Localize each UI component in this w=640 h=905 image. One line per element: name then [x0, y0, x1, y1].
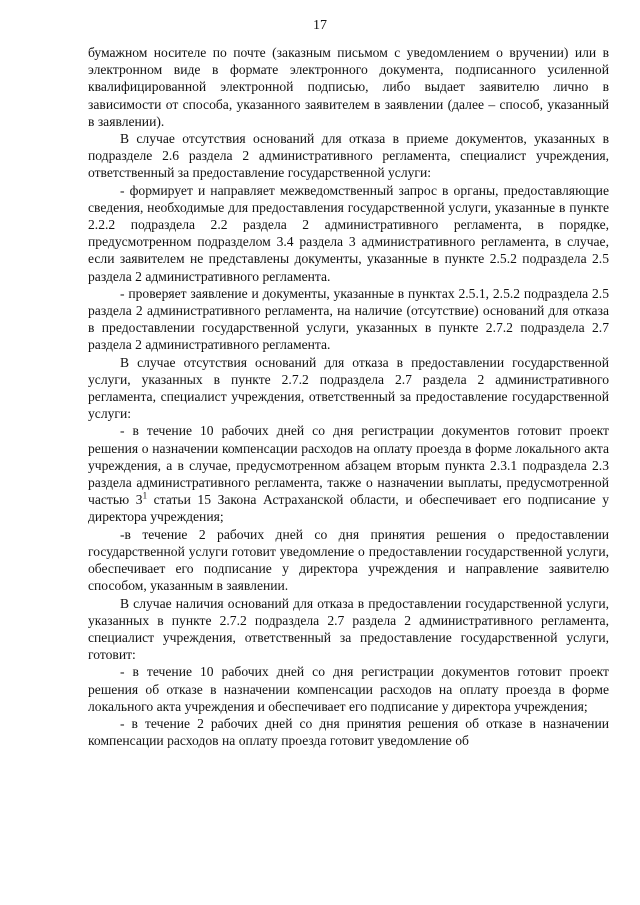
paragraph-9: - в течение 10 рабочих дней со дня регистрации документов готовит проект решения об отказе в назначении компенсации расходов на оплату проезда в форме локального акта учреждения и обеспечивает его подписание у директора учреждения;	[88, 664, 609, 714]
paragraph-5: В случае отсутствия оснований для отказа в предоставлении государственной услуги, указанных в пункте 2.7.2 подраздела 2.7 раздела 2 административного регламента, специалист учреждения, ответственный за предоставление государственной услуги:	[88, 354, 609, 422]
page-number: 17	[313, 18, 327, 33]
paragraph-3: - формирует и направляет межведомственный запрос в органы, предоставляющие сведения, необходимые для предоставления государственной услуги, указанные в пункте 2.2.2 подраздела 2.2 раздела 2 административного регламента, в порядке, предусмотренном подразделом 3.4 раздела 3 административного регламента, в случае, если заявителем не представлены документы, указанные в пункте 2.5.2 подраздела 2.5 раздела 2 административного регламента.	[88, 182, 609, 284]
paragraph-6-text-before: - в течение 10 рабочих дней со дня регистрации документов готовит проект решения о назначении компенсации расходов на оплату проезда в форме локального акта учреждения, а в случае, предусмотренном абзацем вторым пункта 2.3.1 подраздела 2.3 раздела административного регламента, также о назначении выплаты, предусмотренной частью 3	[88, 423, 609, 508]
paragraph-2: В случае отсутствия оснований для отказа в приеме документов, указанных в подразделе 2.6 раздела 2 административного регламента, специалист учреждения, ответственный за предоставление государственной услуги:	[88, 131, 609, 181]
paragraph-8: В случае наличия оснований для отказа в предоставлении государственной услуги, указанных в пункте 2.7.2 подраздела 2.7 раздела 2 административного регламента, специалист учреждения, ответственный за предоставление государственной услуги, готовит:	[88, 595, 609, 663]
document-body	[88, 44, 609, 749]
paragraph-7: -в течение 2 рабочих дней со дня принятия решения о предоставлении государственной услуги готовит уведомление о предоставлении государственной услуги, обеспечивает его подписание у директора учреждения и направление заявителю способом, указанным в заявлении.	[88, 526, 609, 594]
paragraph-4: - проверяет заявление и документы, указанные в пунктах 2.5.1, 2.5.2 подраздела 2.5 раздела 2 административного регламента, на наличие (отсутствие) оснований для отказа в предоставлении государственной услуги, указанных в пункте 2.7.2 подраздела 2.7 раздела 2 административного регламента.	[88, 285, 609, 353]
paragraph-1: бумажном носителе по почте (заказным письмом с уведомлением о вручении) или в электронном виде в формате электронного документа, подписанного усиленной квалифицированной электронной подписью, либо выдает заявителю лично в зависимости от способа, указанного заявителем в заявлении (далее – способ, указанный в заявлении).	[88, 45, 609, 129]
paragraph-6	[88, 422, 609, 525]
superscript: 1	[142, 490, 148, 501]
paragraph-6-text-after: статьи 15 Закона Астраханской области, и обеспечивает его подписание у директора учреждения;	[88, 492, 609, 525]
paragraph-10: - в течение 2 рабочих дней со дня принятия решения об отказе в назначении компенсации расходов на оплату проезда готовит уведомление об	[88, 715, 609, 749]
